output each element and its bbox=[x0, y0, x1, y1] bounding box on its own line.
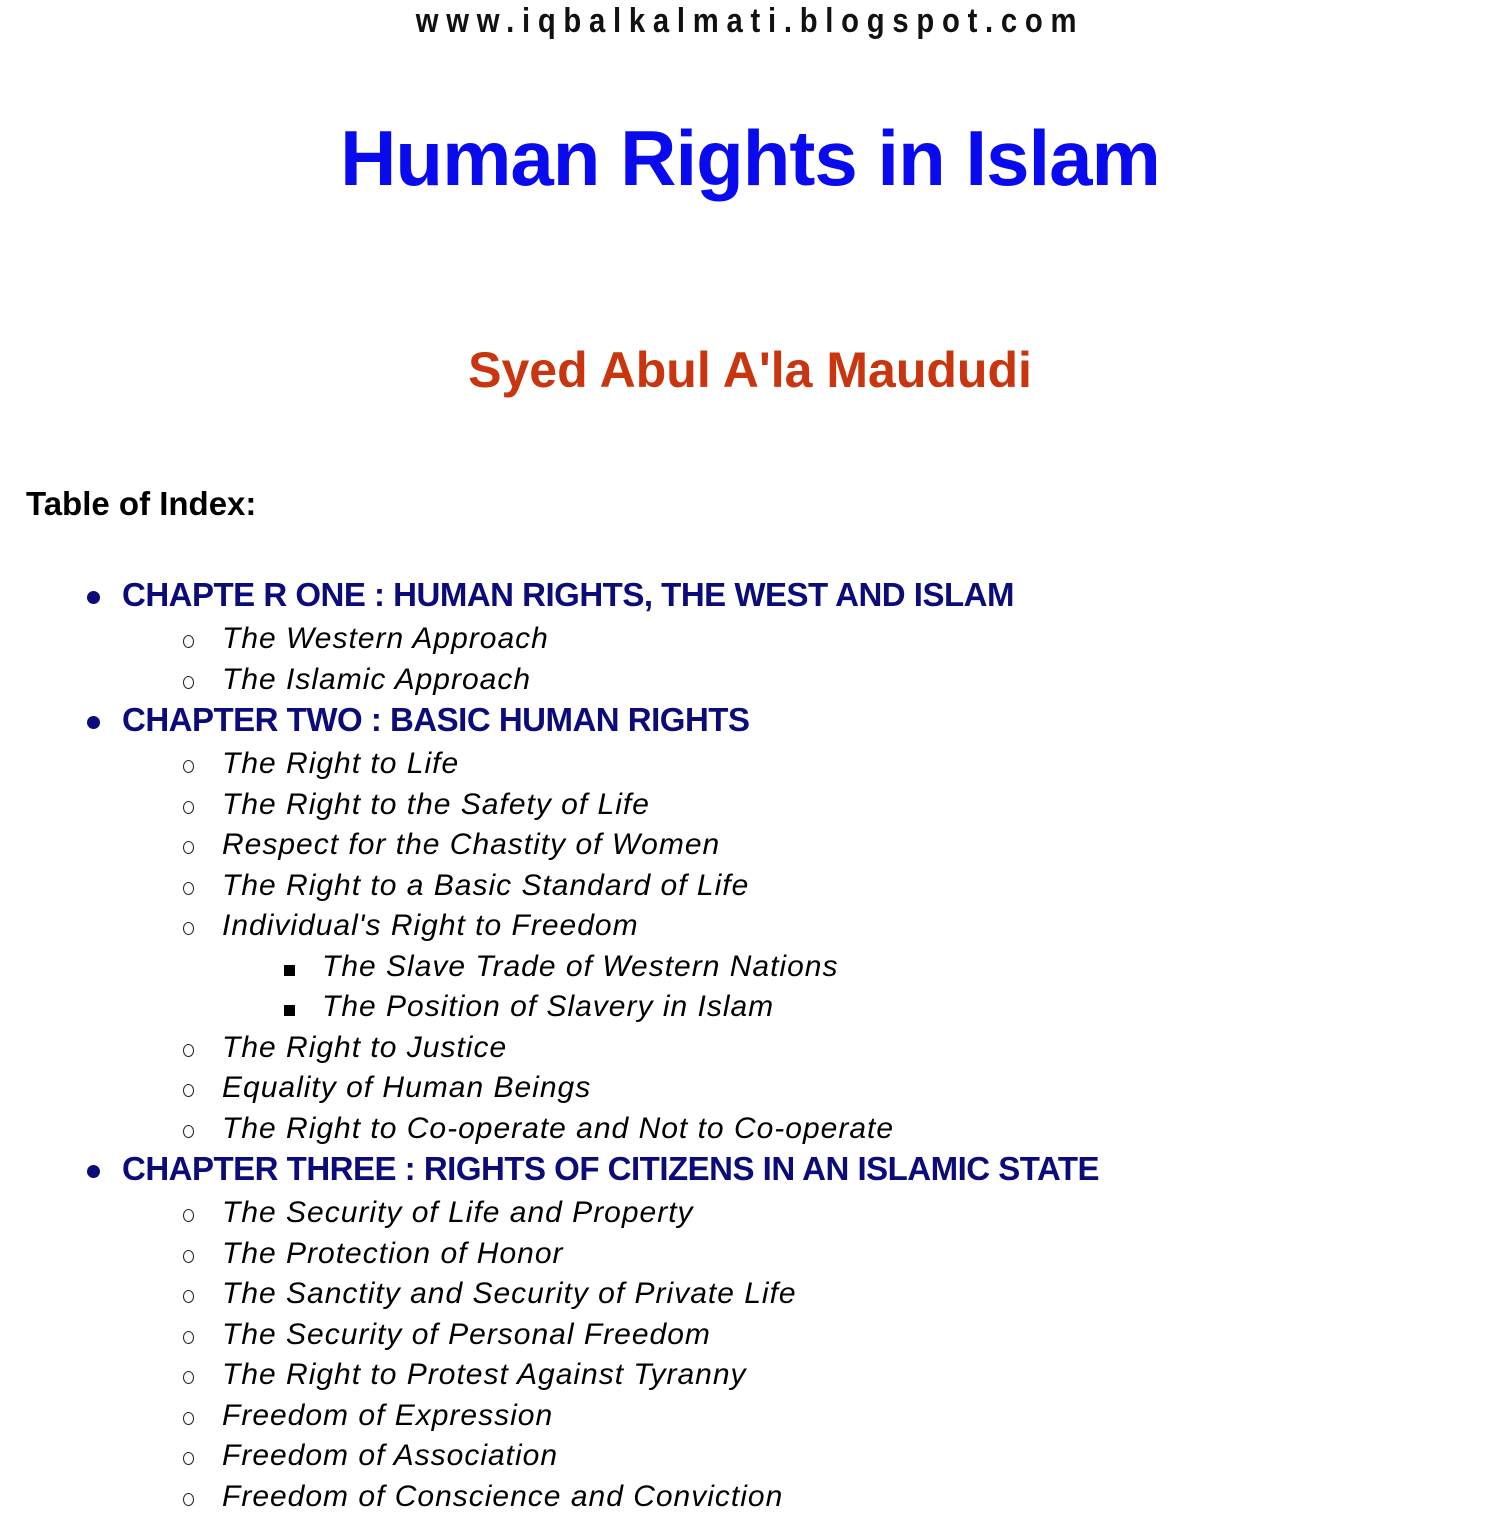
circle-bullet-icon bbox=[183, 1084, 194, 1097]
document-title: Human Rights in Islam bbox=[340, 114, 1160, 202]
section-title[interactable]: The Sanctity and Security of Private Life bbox=[222, 1277, 797, 1310]
section-title[interactable]: The Western Approach bbox=[222, 622, 549, 655]
circle-bullet-icon bbox=[183, 1209, 194, 1222]
toc-chapter-3[interactable] bbox=[0, 1148, 1500, 1192]
toc-section[interactable] bbox=[0, 1314, 1500, 1355]
subsection-title[interactable]: The Position of Slavery in Islam bbox=[322, 990, 775, 1023]
section-title[interactable]: The Right to Justice bbox=[222, 1030, 508, 1064]
section-title[interactable]: The Protection of Honor bbox=[222, 1236, 564, 1270]
square-bullet-icon bbox=[284, 1005, 295, 1016]
circle-bullet-icon bbox=[183, 1412, 194, 1425]
toc-subsection[interactable] bbox=[0, 986, 1500, 1027]
section-title[interactable]: Equality of Human Beings bbox=[222, 1071, 592, 1104]
section-title[interactable]: The Security of Personal Freedom bbox=[222, 1317, 711, 1351]
toc-section[interactable] bbox=[0, 618, 1500, 659]
subsection-title[interactable]: The Slave Trade of Western Nations bbox=[322, 949, 839, 983]
toc-section[interactable] bbox=[0, 743, 1500, 784]
toc-section[interactable] bbox=[0, 659, 1500, 700]
chapter-title[interactable]: CHAPTER TWO : BASIC HUMAN RIGHTS bbox=[122, 701, 750, 738]
section-title[interactable]: Freedom of Expression bbox=[222, 1398, 554, 1432]
section-title[interactable]: The Right to the Safety of Life bbox=[222, 787, 650, 821]
toc-section[interactable] bbox=[0, 1273, 1500, 1314]
toc-chapter-1[interactable] bbox=[0, 574, 1500, 618]
toc-section[interactable] bbox=[0, 1395, 1500, 1436]
toc-subsection[interactable] bbox=[0, 946, 1500, 987]
toc-section[interactable] bbox=[0, 1067, 1500, 1108]
toc-section[interactable] bbox=[0, 1192, 1500, 1233]
toc-section[interactable] bbox=[0, 1476, 1500, 1517]
section-title[interactable]: The Right to a Basic Standard of Life bbox=[222, 868, 750, 902]
section-title[interactable]: The Security of Life and Property bbox=[222, 1196, 694, 1229]
circle-bullet-icon bbox=[183, 882, 194, 895]
circle-bullet-icon bbox=[183, 1331, 194, 1344]
section-title[interactable]: The Right to Protest Against Tyranny bbox=[222, 1358, 747, 1391]
section-title[interactable]: The Right to Life bbox=[222, 747, 460, 780]
disc-bullet-icon bbox=[87, 1165, 100, 1178]
section-title[interactable]: Individual's Right to Freedom bbox=[222, 909, 639, 942]
circle-bullet-icon bbox=[183, 676, 194, 689]
circle-bullet-icon bbox=[183, 1044, 194, 1057]
toc-section[interactable] bbox=[0, 1435, 1500, 1476]
section-title[interactable]: The Right to Co-operate and Not to Co-operate bbox=[222, 1111, 895, 1145]
toc-section[interactable] bbox=[0, 1108, 1500, 1149]
section-title[interactable]: The Islamic Approach bbox=[222, 662, 532, 696]
square-bullet-icon bbox=[284, 965, 295, 976]
site-url-header: www.iqbalkalmati.blogspot.com bbox=[415, 2, 1085, 40]
circle-bullet-icon bbox=[183, 922, 194, 935]
circle-bullet-icon bbox=[183, 1493, 194, 1506]
toc-section[interactable] bbox=[0, 1354, 1500, 1395]
disc-bullet-icon bbox=[87, 716, 100, 729]
circle-bullet-icon bbox=[183, 841, 194, 854]
toc-section[interactable] bbox=[0, 865, 1500, 906]
section-title[interactable]: Freedom of Conscience and Conviction bbox=[222, 1479, 784, 1513]
table-of-contents bbox=[0, 574, 1500, 1516]
toc-section[interactable] bbox=[0, 905, 1500, 946]
chapter-title[interactable]: CHAPTE R ONE : HUMAN RIGHTS, THE WEST AND ISLAM bbox=[122, 576, 1014, 613]
toc-section[interactable] bbox=[0, 1233, 1500, 1274]
toc-section[interactable] bbox=[0, 784, 1500, 825]
toc-section[interactable] bbox=[0, 1027, 1500, 1068]
circle-bullet-icon bbox=[183, 1250, 194, 1263]
circle-bullet-icon bbox=[183, 1125, 194, 1138]
chapter-title[interactable]: CHAPTER THREE : RIGHTS OF CITIZENS IN AN ISLAMIC STATE bbox=[122, 1150, 1100, 1187]
toc-chapter-2[interactable] bbox=[0, 699, 1500, 743]
circle-bullet-icon bbox=[183, 1371, 194, 1384]
circle-bullet-icon bbox=[183, 635, 194, 648]
section-title[interactable]: Freedom of Association bbox=[222, 1439, 559, 1472]
toc-section[interactable] bbox=[0, 824, 1500, 865]
toc-heading: Table of Index: bbox=[26, 485, 257, 522]
circle-bullet-icon bbox=[183, 801, 194, 814]
disc-bullet-icon bbox=[87, 591, 100, 604]
circle-bullet-icon bbox=[183, 1452, 194, 1465]
section-title[interactable]: Respect for the Chastity of Women bbox=[222, 828, 721, 861]
circle-bullet-icon bbox=[183, 760, 194, 773]
circle-bullet-icon bbox=[183, 1290, 194, 1303]
document-author: Syed Abul A'la Maududi bbox=[468, 342, 1032, 398]
